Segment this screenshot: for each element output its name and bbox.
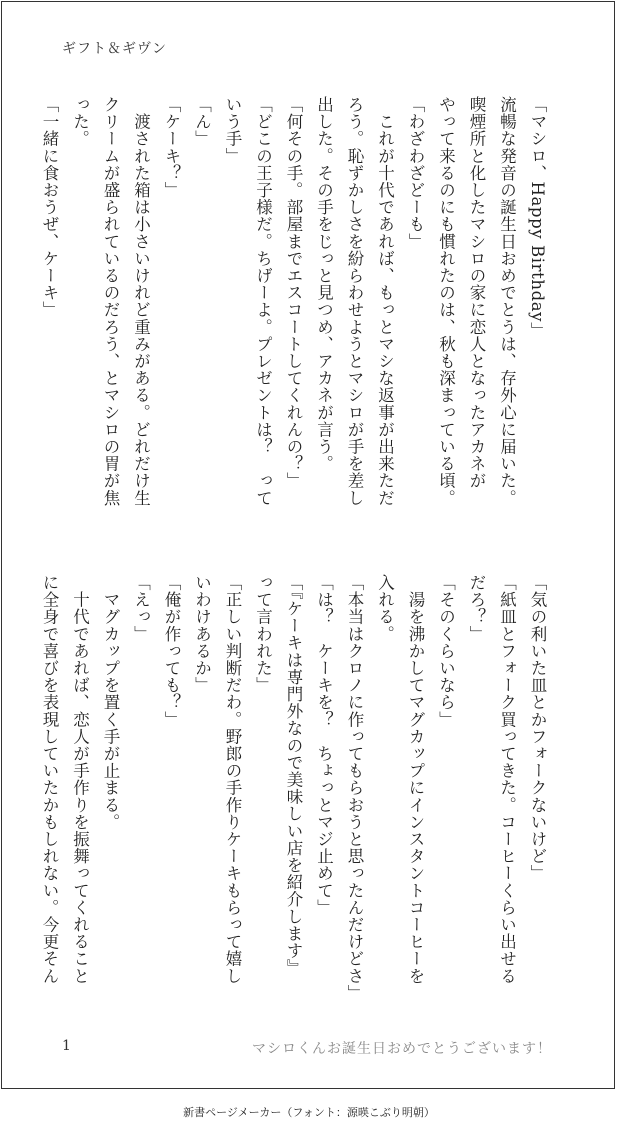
text-line: 「ん」 (192, 96, 212, 148)
text-line: 「ケーキ？」 (162, 96, 181, 199)
footer-note: マシロくんお誕生日おめでとうございます！ (252, 1041, 552, 1057)
text-line: 出した。その手をじっと見つめ、アカネが言う。 (314, 96, 334, 473)
text-line: 流暢な発音の誕生日おめでとうは、存外心に届いた。 (497, 96, 517, 507)
text-line: 「は？ ケーキを？ ちょっとマジ止めて」 (314, 574, 334, 916)
text-line: マグカップを置く手が止まる。 (101, 574, 120, 831)
text-line: 「わざわざどーも」 (406, 96, 425, 250)
text-line: だろ？」 (467, 574, 486, 643)
text-line: 「一緒に食おうぜ、ケーキ」 (40, 96, 59, 319)
text-line: 「えっ」 (131, 574, 151, 643)
book-page (1, 1, 615, 1089)
text-line: って言われた」 (253, 574, 273, 694)
text-line: 喫煙所と化したマシロの家に恋人となったアカネが (467, 96, 486, 490)
page-title: ギフト＆ギヴン (62, 41, 167, 57)
text-line: 十代であれば、恋人が手作りを振舞ってくれること (70, 574, 90, 985)
text-line: 「紙皿とフォーク買ってきた。コーヒーくらい出せる (497, 574, 517, 985)
text-line: 渡された箱は小さいけれど重みがある。どれだけ生 (131, 96, 151, 507)
text-line: 「何その手。部屋までエスコートしてくれんの？」 (284, 96, 303, 490)
text-block-bottom (40, 574, 552, 1014)
text-line: 「マシロ、Happy Birthday」 (528, 96, 547, 340)
text-line: 湯を沸かしてマグカップにインスタントコーヒーを (406, 574, 425, 985)
text-line: これが十代であれば、もっとマシな返事が出来ただ (375, 96, 395, 507)
text-line: いわけあるか」 (192, 574, 212, 694)
text-line: 「気の利いた皿とかフォークないけど」 (528, 574, 547, 882)
text-line: った。 (70, 96, 90, 148)
text-line: 「正しい判断だわ。野郎の手作りケーキもらって嬉し (223, 574, 242, 985)
text-line: クリームが盛られているのだろう、とマシロの胃が焦 (101, 96, 120, 507)
text-line: 「どこの王子様だ。ちげーよ。プレゼントは？ って (253, 96, 273, 507)
text-line: ろう。恥ずかしさを紛らわせようとマシロが手を差し (345, 96, 364, 507)
text-line: 入れる。 (375, 574, 395, 643)
text-line: いう手」 (223, 96, 242, 165)
page-number: 1 (62, 1038, 71, 1054)
generator-caption: 新書ページメーカー（フォント：源暎こぶり明朝） (183, 1106, 435, 1119)
text-line: 「『ケーキは専門外なので美味しい店を紹介します』 (284, 574, 303, 977)
text-line: 「本当はクロノに作ってもらおうと思ったんだけどさ」 (345, 574, 364, 1002)
text-line: 「俺が作っても？」 (162, 574, 181, 728)
text-line: に全身で喜びを表現していたかもしれない。今更そん (40, 574, 59, 985)
text-line: 「そのくらいなら」 (436, 574, 456, 728)
text-block-top (40, 96, 552, 536)
text-line: やって来るのにも慣れたのは、秋も深まっている頃。 (436, 96, 456, 507)
